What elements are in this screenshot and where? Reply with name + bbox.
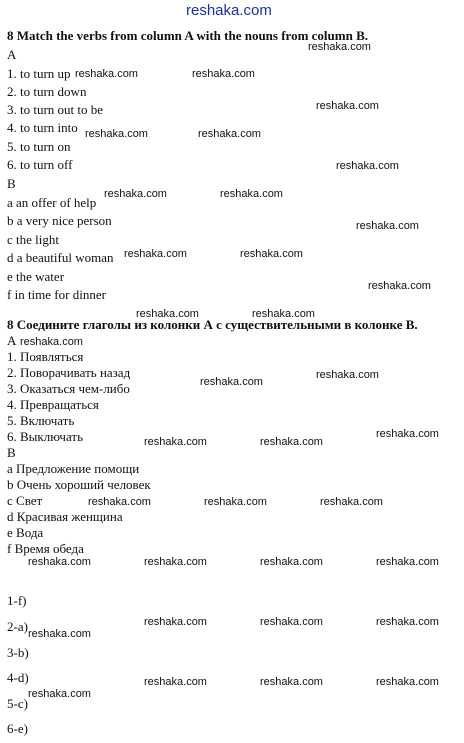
english-verb-2: 2. to turn down <box>7 84 87 99</box>
russian-noun-f: f Время обеда <box>7 541 84 556</box>
english-task-title: 8 Match the verbs from column A with the nouns from column B. <box>7 28 368 43</box>
watermark: reshaka.com <box>220 188 283 200</box>
english-noun-e: e the water <box>7 269 65 284</box>
russian-column-b-heading: В <box>7 445 16 460</box>
watermark: reshaka.com <box>28 556 91 568</box>
russian-noun-b: b Очень хороший человек <box>7 477 151 492</box>
watermark: reshaka.com <box>198 128 261 140</box>
russian-noun-c: c Свет <box>7 493 43 508</box>
watermark: reshaka.com <box>336 160 399 172</box>
answer-1: 1-f) <box>7 593 27 608</box>
watermark: reshaka.com <box>260 436 323 448</box>
watermark: reshaka.com <box>316 369 379 381</box>
russian-column-a-heading: А <box>7 333 17 348</box>
watermark: reshaka.com <box>260 676 323 688</box>
english-verb-6: 6. to turn off <box>7 157 73 172</box>
watermark: reshaka.com <box>85 128 148 140</box>
russian-verb-2: 2. Поворачивать назад <box>7 365 131 380</box>
site-watermark-header[interactable]: reshaka.com <box>186 2 272 19</box>
english-noun-b: b a very nice person <box>7 213 112 228</box>
watermark: reshaka.com <box>260 556 323 568</box>
watermark: reshaka.com <box>376 676 439 688</box>
watermark: reshaka.com <box>316 100 379 112</box>
russian-verb-4: 4. Превращаться <box>7 397 99 412</box>
russian-task-title: 8 Соедините глаголы из колонки А с существительными в колонке В. <box>7 317 418 332</box>
english-noun-d: d a beautiful woman <box>7 250 114 265</box>
watermark: reshaka.com <box>144 556 207 568</box>
watermark: reshaka.com <box>28 628 91 640</box>
answer-3: 3-b) <box>7 645 29 660</box>
watermark: reshaka.com <box>75 68 138 80</box>
watermark: reshaka.com <box>144 676 207 688</box>
answer-6: 6-e) <box>7 721 28 736</box>
watermark: reshaka.com <box>240 248 303 260</box>
russian-noun-d: d Красивая женщина <box>7 509 123 524</box>
answer-4: 4-d) <box>7 670 29 685</box>
watermark: reshaka.com <box>320 496 383 508</box>
watermark: reshaka.com <box>204 496 267 508</box>
watermark: reshaka.com <box>376 556 439 568</box>
watermark: reshaka.com <box>104 188 167 200</box>
watermark: reshaka.com <box>260 616 323 628</box>
english-noun-a: a an offer of help <box>7 195 97 210</box>
watermark: reshaka.com <box>376 428 439 440</box>
watermark: reshaka.com <box>308 41 371 53</box>
answer-2: 2-a) <box>7 619 28 634</box>
english-column-a-heading: A <box>7 47 17 62</box>
english-verb-4: 4. to turn into <box>7 120 78 135</box>
watermark: reshaka.com <box>200 376 263 388</box>
english-verb-1: 1. to turn up <box>7 66 71 81</box>
english-verb-3: 3. to turn out to be <box>7 102 104 117</box>
watermark: reshaka.com <box>144 436 207 448</box>
english-noun-f: f in time for dinner <box>7 287 106 302</box>
watermark: reshaka.com <box>252 308 315 320</box>
russian-verb-5: 5. Включать <box>7 413 75 428</box>
russian-noun-e: e Вода <box>7 525 44 540</box>
watermark: reshaka.com <box>136 308 199 320</box>
watermark: reshaka.com <box>144 616 207 628</box>
russian-verb-1: 1. Появляться <box>7 349 84 364</box>
russian-verb-6: 6. Выключать <box>7 429 84 444</box>
watermark: reshaka.com <box>356 220 419 232</box>
russian-noun-a: a Предложение помощи <box>7 461 140 476</box>
russian-verb-3: 3. Оказаться чем-либо <box>7 381 130 396</box>
watermark: reshaka.com <box>28 688 91 700</box>
watermark: reshaka.com <box>368 280 431 292</box>
english-noun-c: c the light <box>7 232 59 247</box>
watermark: reshaka.com <box>20 336 83 348</box>
watermark: reshaka.com <box>88 496 151 508</box>
watermark: reshaka.com <box>192 68 255 80</box>
english-verb-5: 5. to turn on <box>7 139 71 154</box>
answer-5: 5-c) <box>7 696 28 711</box>
watermark: reshaka.com <box>124 248 187 260</box>
watermark: reshaka.com <box>376 616 439 628</box>
english-column-b-heading: B <box>7 176 16 191</box>
